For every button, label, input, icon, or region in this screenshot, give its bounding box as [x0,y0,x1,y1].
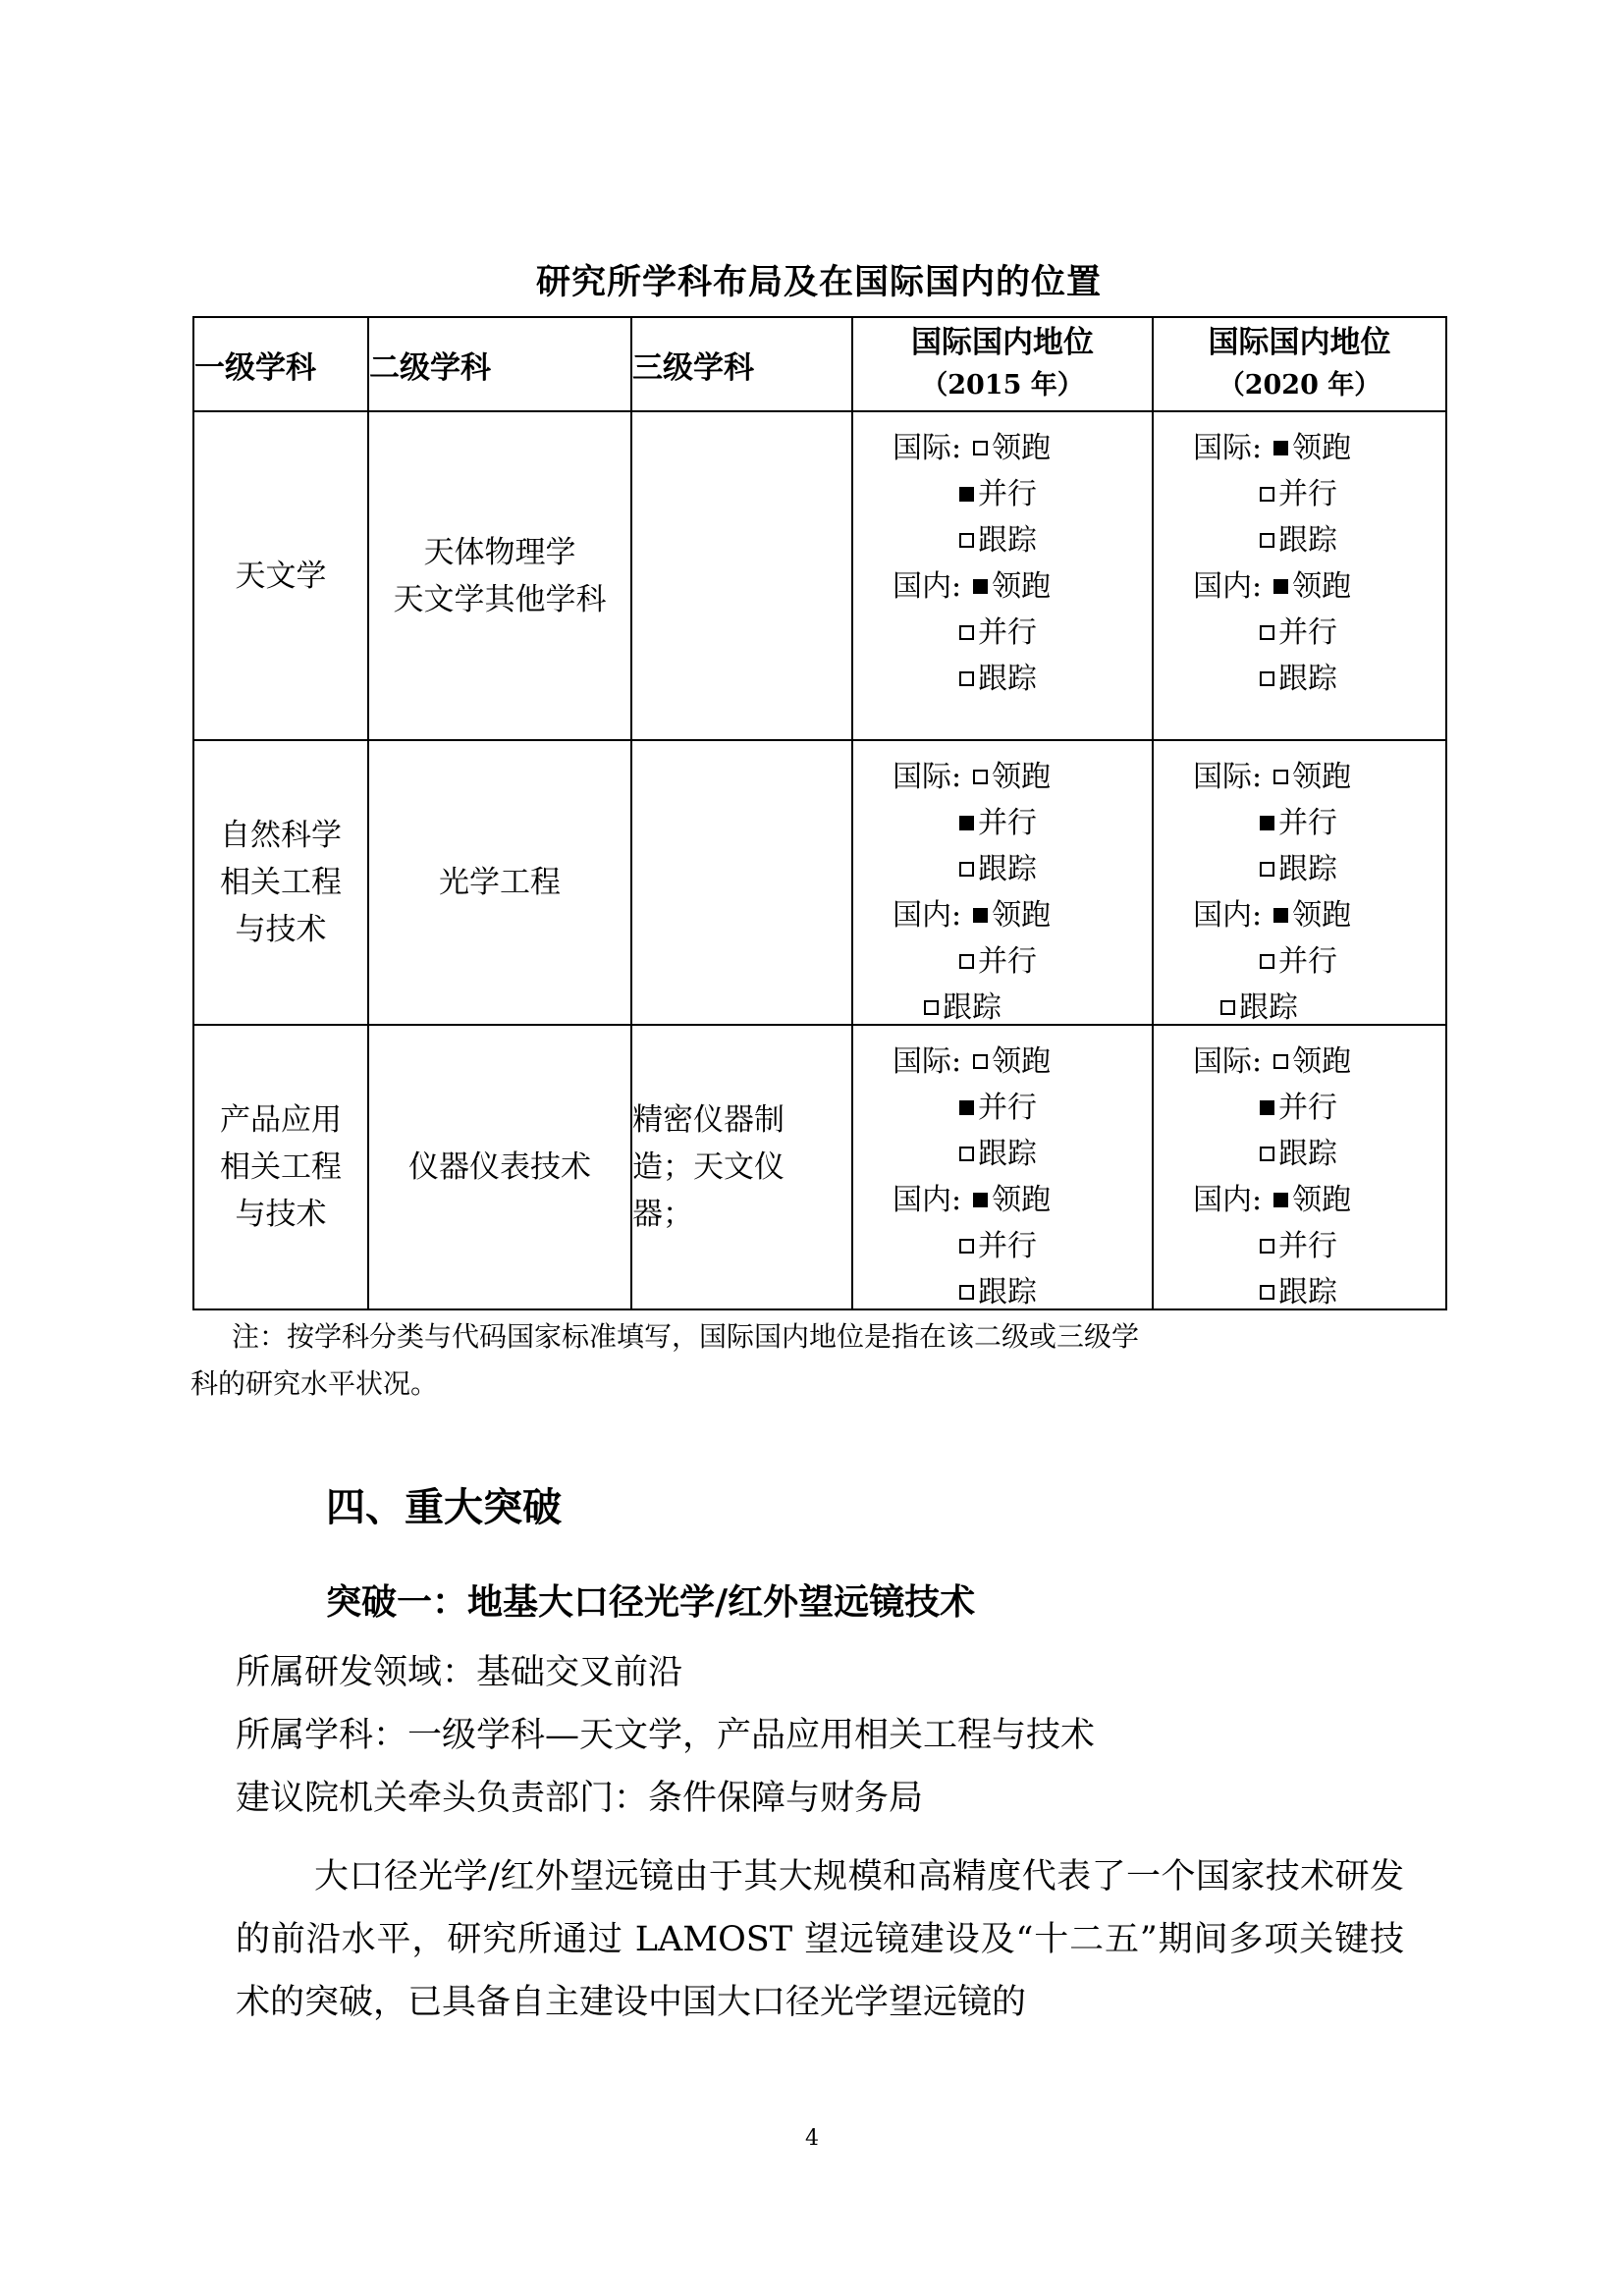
status-option-label: 并行 [978,477,1037,511]
cell-level3 [631,1025,852,1309]
cell-level1 [193,1025,368,1309]
level2-line: 仪器仪表技术 [408,1149,591,1185]
status-dom-lead [1193,1178,1351,1223]
status-dom-follow [959,657,1037,702]
level1-line: 天文学 [235,558,327,594]
unchecked-box-icon [959,1147,974,1161]
status-option-label: 跟踪 [1278,1275,1337,1309]
cell-status-2020 [1153,411,1446,740]
status-intl-lead [893,1040,1051,1085]
status-label-dom: 国内: [1193,898,1263,933]
cell-level3 [631,411,852,740]
status-intl-follow [1260,1132,1337,1177]
status-dom-parallel [959,939,1037,985]
checked-box-icon [959,487,974,502]
status-dom-parallel [1260,1224,1337,1269]
status-option-label: 跟踪 [1239,990,1298,1025]
checked-box-icon [973,1193,988,1207]
status-intl-lead [1193,1040,1351,1085]
status-option-label: 领跑 [1292,898,1352,933]
status-dom-follow [1260,657,1337,702]
status-intl-parallel [1260,1086,1337,1131]
unchecked-box-icon [1273,1054,1288,1069]
level3-line: 造；天文仪 [632,1149,785,1185]
unchecked-box-icon [1260,954,1274,969]
status-dom-lead [1193,893,1351,938]
status-option-label: 跟踪 [978,1137,1037,1171]
status-dom-follow [1260,1270,1337,1315]
discipline-line: 所属学科：一级学科—天文学，产品应用相关工程与技术 [236,1716,1096,1755]
department-line: 建议院机关牵头负责部门：条件保障与财务局 [236,1779,924,1818]
status-option-label: 并行 [1278,1229,1337,1263]
header-status-2020-year: （2020 年） [1218,370,1381,400]
status-option-label: 跟踪 [978,662,1037,696]
status-label-intl: 国际: [893,760,962,794]
unchecked-box-icon [1260,1239,1274,1254]
status-option-label: 并行 [1278,806,1337,840]
level2-line: 光学工程 [439,865,561,900]
status-option-label: 领跑 [992,898,1052,933]
status-label-dom: 国内: [1193,569,1263,604]
table-row [193,411,1446,740]
unchecked-box-icon [973,1054,988,1069]
level3-line: 精密仪器制 [632,1102,785,1138]
level2-line: 天体物理学 [423,534,576,570]
unchecked-box-icon [973,441,988,455]
breakthrough-title: 突破一：地基大口径光学/红外望远镜技术 [326,1582,976,1623]
status-intl-parallel [959,801,1037,846]
status-dom-parallel [1260,611,1337,656]
table-row [193,740,1446,1025]
unchecked-box-icon [1260,1147,1274,1161]
cell-level2 [368,411,631,740]
status-option-label: 并行 [1278,944,1337,979]
checked-box-icon [1273,1193,1288,1207]
status-intl-parallel [959,1086,1037,1131]
status-intl-lead [1193,755,1351,800]
header-status-2020-title: 国际国内地位 [1208,325,1391,360]
status-option-label: 领跑 [1292,431,1352,465]
status-dom-parallel [959,611,1037,656]
unchecked-box-icon [959,671,974,686]
status-intl-parallel [1260,801,1337,846]
checked-box-icon [959,1100,974,1115]
status-option-label: 跟踪 [1278,852,1337,886]
status-intl-parallel [1260,472,1337,517]
status-option-label: 并行 [1278,477,1337,511]
header-status-2020 [1153,317,1446,411]
table-row [193,1025,1446,1309]
status-intl-lead [1193,426,1351,471]
note-line-1: 注：按学科分类与代码国家标准填写，国际国内地位是指在该二级或三级学 [232,1320,1140,1353]
level1-line: 与技术 [235,912,327,947]
unchecked-box-icon [1260,862,1274,877]
cell-level2 [368,1025,631,1309]
status-dom-follow [1220,986,1298,1031]
checked-box-icon [1273,579,1288,594]
body-text [236,1845,1404,2034]
status-option-label: 领跑 [992,431,1052,465]
status-intl-lead [893,755,1051,800]
checked-box-icon [1273,908,1288,923]
table-note [190,1313,1400,1408]
cell-status-2015 [852,1025,1153,1309]
status-option-label: 跟踪 [1278,523,1337,558]
page-number: 4 [805,2126,819,2151]
unchecked-box-icon [959,954,974,969]
unchecked-box-icon [959,1285,974,1300]
status-option-label: 领跑 [992,1044,1052,1079]
checked-box-icon [959,816,974,830]
checked-box-icon [973,579,988,594]
status-option-label: 并行 [978,806,1037,840]
status-option-label: 领跑 [992,1183,1052,1217]
status-option-label: 跟踪 [978,1275,1037,1309]
checked-box-icon [973,908,988,923]
status-intl-lead [893,426,1051,471]
header-level2: 二级学科 [368,317,631,411]
status-option-label: 领跑 [992,569,1052,604]
unchecked-box-icon [1260,487,1274,502]
status-dom-lead [1193,564,1351,610]
status-option-label: 并行 [978,944,1037,979]
status-option-label: 并行 [1278,615,1337,650]
status-dom-follow [924,986,1001,1031]
level2-line: 天文学其他学科 [393,581,607,617]
level1-line: 与技术 [235,1197,327,1232]
status-option-label: 跟踪 [943,990,1001,1025]
cell-level1 [193,740,368,1025]
discipline-table [192,316,1447,1310]
status-label-intl: 国际: [1193,760,1263,794]
status-label-intl: 国际: [893,1044,962,1079]
header-status-2015-year: （2015 年） [921,370,1084,400]
status-label-intl: 国际: [1193,431,1263,465]
header-status-2015 [852,317,1153,411]
header-level1: 一级学科 [193,317,368,411]
status-label-intl: 国际: [1193,1044,1263,1079]
status-group-s2015 [853,1026,1152,1308]
cell-status-2020 [1153,740,1446,1025]
checked-box-icon [1260,1100,1274,1115]
status-dom-lead [893,564,1051,610]
status-dom-follow [959,1270,1037,1315]
status-dom-parallel [1260,939,1337,985]
status-label-intl: 国际: [893,431,962,465]
cell-level1 [193,411,368,740]
level1-line: 相关工程 [220,865,342,900]
cell-status-2020 [1153,1025,1446,1309]
table-caption: 研究所学科布局及在国际国内的位置 [535,262,1102,302]
cell-level2 [368,740,631,1025]
status-option-label: 并行 [978,1091,1037,1125]
level3-line: 器； [632,1197,693,1232]
status-option-label: 跟踪 [978,523,1037,558]
unchecked-box-icon [1260,671,1274,686]
status-option-label: 跟踪 [978,852,1037,886]
status-intl-follow [959,847,1037,892]
status-dom-parallel [959,1224,1037,1269]
cell-status-2015 [852,740,1153,1025]
status-intl-follow [1260,847,1337,892]
status-group-s2020 [1154,1026,1445,1308]
checked-box-icon [1273,441,1288,455]
status-group-s2020 [1154,741,1445,1024]
unchecked-box-icon [959,1239,974,1254]
header-level3: 三级学科 [631,317,852,411]
status-intl-follow [959,1132,1037,1177]
status-option-label: 跟踪 [1278,662,1337,696]
level1-line: 产品应用 [220,1102,342,1138]
research-field: 所属研发领域：基础交叉前沿 [236,1653,683,1692]
unchecked-box-icon [959,533,974,548]
status-intl-follow [1260,518,1337,563]
unchecked-box-icon [1260,1285,1274,1300]
section-heading: 四、重大突破 [326,1485,562,1530]
unchecked-box-icon [1260,533,1274,548]
cell-status-2015 [852,411,1153,740]
status-dom-lead [893,1178,1051,1223]
status-dom-lead [893,893,1051,938]
level1-line: 相关工程 [220,1149,342,1185]
note-line-2: 科的研究水平状况。 [190,1367,439,1400]
status-label-dom: 国内: [1193,1183,1263,1217]
unchecked-box-icon [1220,1000,1235,1015]
unchecked-box-icon [924,1000,939,1015]
status-group-s2015 [853,741,1152,1024]
status-option-label: 跟踪 [1278,1137,1337,1171]
status-option-label: 领跑 [1292,1044,1352,1079]
status-group-s2020 [1154,412,1445,739]
status-option-label: 领跑 [1292,569,1352,604]
body-paragraph: 大口径光学/红外望远镜由于其大规模和高精度代表了一个国家技术研发的前沿水平，研究所通过 LAMOST 望远镜建设及“十二五”期间多项关键技术的突破，已具备自主建设中国大口径光学望远镜的 [236,1857,1404,2022]
status-option-label: 领跑 [992,760,1052,794]
status-intl-follow [959,518,1037,563]
unchecked-box-icon [959,625,974,640]
status-group-s2015 [853,412,1152,739]
status-option-label: 并行 [1278,1091,1337,1125]
status-label-dom: 国内: [893,569,962,604]
cell-level3 [631,740,852,1025]
status-option-label: 并行 [978,615,1037,650]
status-option-label: 领跑 [1292,760,1352,794]
header-status-2015-title: 国际国内地位 [911,325,1094,360]
level1-line: 自然科学 [220,818,342,853]
status-label-dom: 国内: [893,1183,962,1217]
status-option-label: 领跑 [1292,1183,1352,1217]
status-option-label: 并行 [978,1229,1037,1263]
unchecked-box-icon [1260,625,1274,640]
unchecked-box-icon [1273,770,1288,784]
unchecked-box-icon [959,862,974,877]
status-label-dom: 国内: [893,898,962,933]
status-intl-parallel [959,472,1037,517]
unchecked-box-icon [973,770,988,784]
checked-box-icon [1260,816,1274,830]
table-header-row [193,317,1446,411]
